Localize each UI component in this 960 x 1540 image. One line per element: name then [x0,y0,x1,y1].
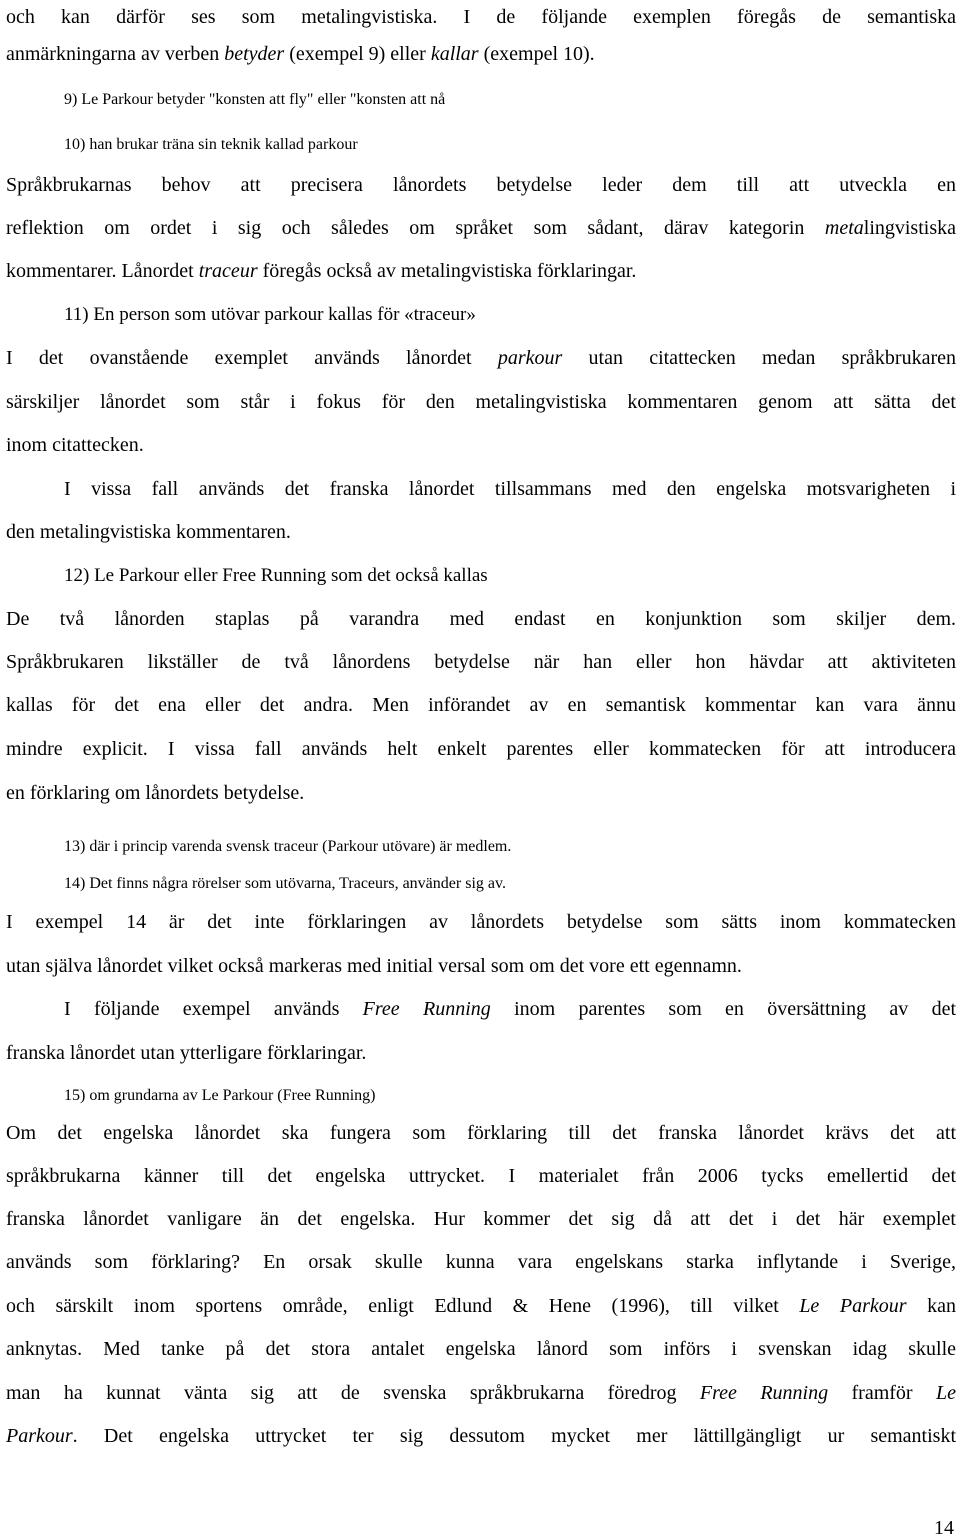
text-line: De två lånorden staplas på varandra med endast en konjunktion som skiljer dem. [6,608,956,630]
example-12: 12) Le Parkour eller Free Running som det också kallas [64,565,488,586]
text-line: den metalingvistiska kommentaren. [6,521,291,543]
text-line: Språkbrukaren likställer de två lånordens betydelse när han eller hon hävdar att aktiviteten [6,651,956,673]
text-line: franska lånordet utan ytterligare förklaringar. [6,1042,367,1064]
text-line: Parkour. Det engelska uttrycket ter sig dessutom mycket mer lättillgängligt ur semantiskt [6,1425,956,1447]
example-11: 11) En person som utövar parkour kallas för «traceur» [64,304,476,325]
text-line: en förklaring om lånordets betydelse. [6,782,305,804]
text-line: språkbrukarna känner till det engelska uttrycket. I materialet från 2006 tycks emellertid det [6,1165,956,1187]
text-line: I vissa fall används det franska lånordet tillsammans med den engelska motsvarigheten i [64,478,956,500]
text-line: Om det engelska lånordet ska fungera som förklaring till det franska lånordet krävs det att [6,1122,956,1144]
text-line: kommentarer. Lånordet traceur föregås också av metalingvistiska förklaringar. [6,260,637,282]
text-line: utan själva lånordet vilket också markeras med initial versal som om det vore ett egennamn. [6,955,742,977]
text-line: reflektion om ordet i sig och således om språket som sådant, därav kategorin metalingvistiska [6,217,956,239]
text-line: I det ovanstående exemplet används lånordet parkour utan citattecken medan språkbrukaren [6,347,957,369]
text-line: och kan därför ses som metalingvistiska. I de följande exemplen föregås de semantiska [6,6,956,28]
page-number: 14 [934,1517,954,1539]
text-line: I följande exempel används Free Running inom parentes som en översättning av det [64,998,957,1020]
example-10: 10) han brukar träna sin teknik kallad parkour [64,136,358,153]
text-line: anknytas. Med tanke på det stora antalet engelska lånord som införs i svenskan idag skulle [6,1338,956,1360]
text-line: mindre explicit. I vissa fall används helt enkelt parentes eller kommatecken för att introducera [6,738,956,760]
text-line: särskiljer lånordet som står i fokus för den metalingvistiska kommentaren genom att sätta det [6,391,956,413]
text-line: och särskilt inom sportens område, enligt Edlund & Hene (1996), till vilket Le Parkour kan [6,1295,956,1317]
text-line: franska lånordet vanligare än det engelska. Hur kommer det sig då att det i det här exemplet [6,1208,956,1230]
example-14: 14) Det finns några rörelser som utövarna, Traceurs, använder sig av. [64,875,506,892]
text-line: används som förklaring? En orsak skulle kunna vara engelskans starka inflytande i Sverige, [6,1251,956,1273]
text-line: inom citattecken. [6,434,144,456]
text-line: I exempel 14 är det inte förklaringen av lånordets betydelse som sätts inom kommatecken [6,911,956,933]
example-13: 13) där i princip varenda svensk traceur (Parkour utövare) är medlem. [64,838,512,855]
example-15: 15) om grundarna av Le Parkour (Free Running) [64,1087,376,1104]
text-line: kallas för det ena eller det andra. Men införandet av en semantisk kommentar kan vara ännu [6,694,956,716]
example-9: 9) Le Parkour betyder "konsten att fly" eller "konsten att nå [64,91,446,108]
text-line: anmärkningarna av verben betyder (exempel 9) eller kallar (exempel 10). [6,43,595,65]
text-line: man ha kunnat vänta sig att de svenska språkbrukarna föredrog Free Running framför Le [6,1382,956,1404]
text-line: Språkbrukarnas behov att precisera lånordets betydelse leder dem till att utveckla en [6,174,956,196]
